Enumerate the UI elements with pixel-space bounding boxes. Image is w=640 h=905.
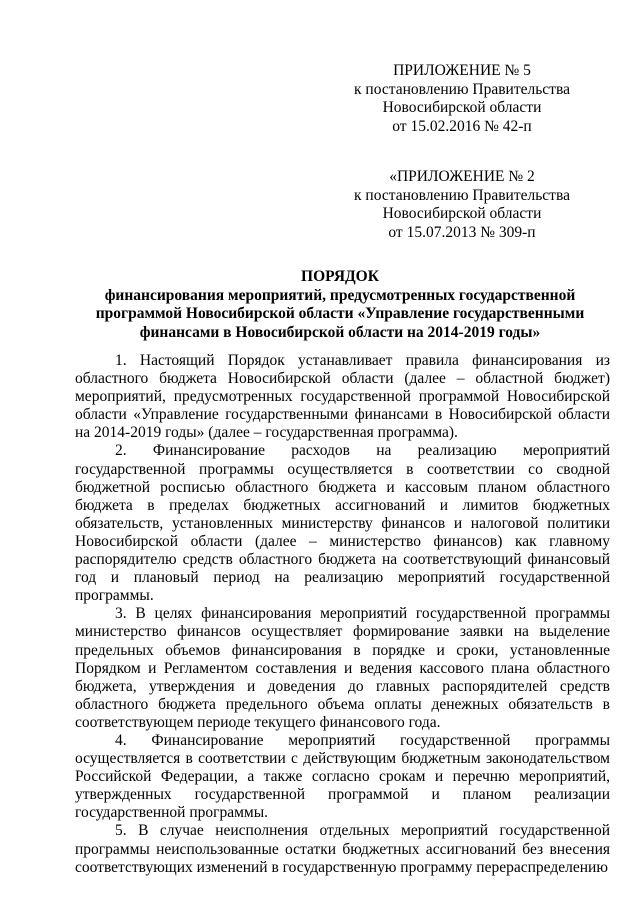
appendix-5-date: от 15.02.2016 № 42-п xyxy=(392,117,532,135)
appendix-2-header xyxy=(332,168,592,242)
appendix-2-date: от 15.07.2013 № 309-п xyxy=(388,223,536,241)
appendix-5-resolution: к постановлению Правительства xyxy=(354,80,570,98)
paragraph-3: 3. В целях финансирования мероприятий государственной программы министерство финансов осуществляет формирование заявки на выделение предельных объемов финансирования в порядке и сроки, установленные Порядком и Регламентом составления и ведения кассового плана областного бюджета, утверждения и доведения до главных распорядителей средств областного бюджета предельного объема оплаты денежных обязательств в соответствующем периоде текущего финансового года. xyxy=(75,605,610,731)
paragraph-5: 5. В случае неисполнения отдельных мероприятий государственной программы неиспользованные остатки бюджетных ассигнований без внесения соответствующих изменений в государственную программу перераспределению xyxy=(75,822,610,876)
paragraph-2: 2. Финансирование расходов на реализацию мероприятий государственной программы осуществляется в соответствии со сводной бюджетной росписью областного бюджета и кассовым планом областного бюджета в пределах бюджетных ассигнований и лимитов бюджетных обязательств, установленных министерству финансов и налоговой политики Новосибирской области (далее – министерство финансов) как главному распорядителю средств областного бюджета на соответствующий финансовый год и плановый период на реализацию мероприятий государственной программы. xyxy=(75,442,610,605)
title-line-3: финансами в Новосибирской области на 2014-2019 годы» xyxy=(139,323,541,341)
title-line-1: финансирования мероприятий, предусмотренных государственной xyxy=(104,286,576,304)
appendix-5-region: Новосибирской области xyxy=(382,99,542,116)
document-body xyxy=(75,352,610,877)
document-title xyxy=(70,268,610,342)
appendix-5-title: ПРИЛОЖЕНИЕ № 5 xyxy=(393,62,531,79)
paragraph-1: 1. Настоящий Порядок устанавливает правила финансирования из областного бюджета Новосибирской области (далее – областной бюджет) мероприятий, предусмотренных государственной программой Новосибирской области «Управление государственными финансами в Новосибирской области на 2014-2019 годы» (далее – государственная программа). xyxy=(75,352,610,442)
appendix-2-region: Новосибирской области xyxy=(382,205,542,222)
paragraph-4: 4. Финансирование мероприятий государственной программы осуществляется в соответствии с действующим бюджетным законодательством Российской Федерации, а также согласно срокам и перечню мероприятий, утвержденных государственной программой и планом реализации государственной программы. xyxy=(75,731,610,822)
appendix-2-title: «ПРИЛОЖЕНИЕ № 2 xyxy=(389,168,535,185)
title-line-2: программой Новосибирской области «Управление государственными xyxy=(95,305,585,322)
appendix-2-resolution: к постановлению Правительства xyxy=(354,186,570,204)
title-heading: ПОРЯДОК xyxy=(301,268,379,285)
appendix-5-header xyxy=(332,62,592,136)
